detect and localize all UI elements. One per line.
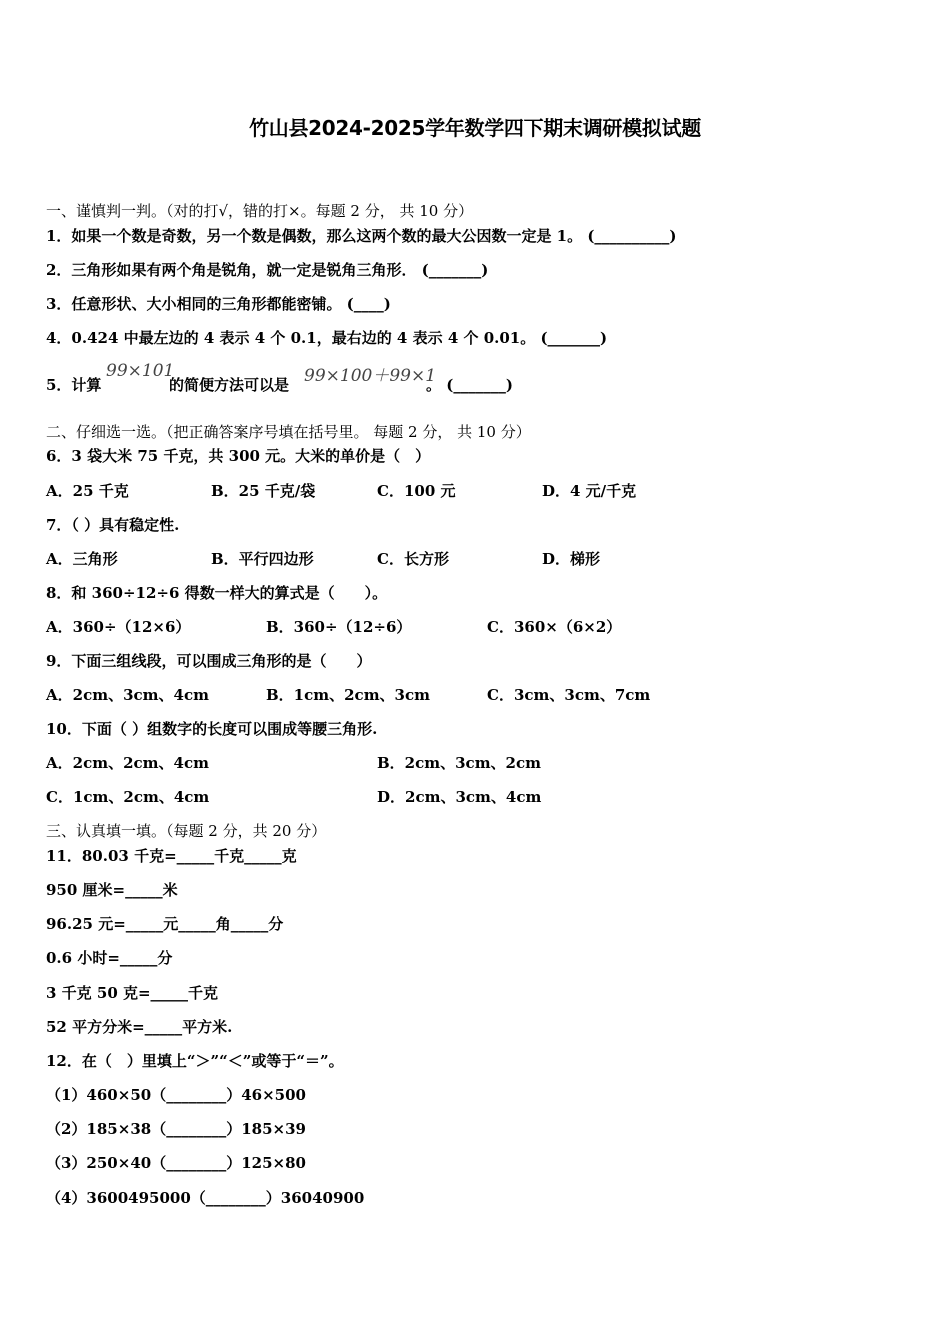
- q6-option-b: B．25 千克/袋: [211, 482, 316, 500]
- q7-option-a: A．三角形: [46, 550, 118, 568]
- question-6: 6．3 袋大米 75 千克，共 300 元。大米的单价是（ ）: [46, 447, 431, 465]
- q10-option-b: B．2cm、3cm、2cm: [377, 754, 542, 772]
- question-3: 3．任意形状、大小相同的三角形都能密铺。 (____): [46, 295, 391, 313]
- page-title: 竹山县2024-2025学年数学四下期末调研模拟试题: [249, 116, 701, 140]
- q7-option-c: C．长方形: [377, 550, 449, 568]
- q7-option-b: B．平行四边形: [211, 550, 314, 568]
- q6-option-a: A．25 千克: [46, 482, 129, 500]
- q10-option-c: C．1cm、2cm、4cm: [46, 788, 210, 806]
- q7-option-d: D．梯形: [542, 550, 601, 568]
- question-10: 10．下面（ ）组数字的长度可以围成等腰三角形.: [46, 720, 378, 738]
- q12-line: （4）3600495000（________）36040900: [46, 1189, 365, 1207]
- q8-option-b: B．360÷（12÷6）: [266, 618, 412, 636]
- q6-option-d: D．4 元/千克: [542, 482, 637, 500]
- q12-line: （2）185×38（________）185×39: [46, 1120, 306, 1138]
- q6-option-c: C．100 元: [377, 482, 456, 500]
- question-5-prefix: 5．计算: [46, 376, 102, 394]
- q11-line: 0.6 小时=_____分: [46, 949, 173, 967]
- q11-line: 96.25 元=_____元_____角_____分: [46, 915, 284, 933]
- q8-option-c: C．360×（6×2）: [487, 618, 622, 636]
- question-2: 2．三角形如果有两个角是锐角，就一定是锐角三角形． (_______): [46, 261, 489, 279]
- question-8: 8．和 360÷12÷6 得数一样大的算式是（ ）。: [46, 584, 388, 602]
- q12-line: （1）460×50（________）46×500: [46, 1086, 306, 1104]
- q9-option-b: B．1cm、2cm、3cm: [266, 686, 431, 704]
- question-5-expression: 99×101: [106, 361, 175, 381]
- q11-line: 11．80.03 千克=_____千克_____克: [46, 847, 297, 865]
- question-12: 12．在（ ）里填上“＞”“＜”或等于“＝”。: [46, 1052, 344, 1070]
- question-5-suffix: 。 (_______): [426, 376, 513, 394]
- q9-option-a: A．2cm、3cm、4cm: [46, 686, 209, 704]
- question-7: 7．（ ）具有稳定性.: [46, 516, 180, 534]
- q10-option-a: A．2cm、2cm、4cm: [46, 754, 209, 772]
- question-5-middle: 的简便方法可以是: [169, 376, 290, 394]
- question-5-method: 99×100＋99×1: [304, 366, 437, 386]
- question-1: 1．如果一个数是奇数，另一个数是偶数，那么这两个数的最大公因数一定是 1。 (__________): [46, 227, 677, 245]
- section-2-heading: 二、仔细选一选。（把正确答案序号填在括号里。 每题 2 分， 共 10 分）: [46, 423, 531, 441]
- q11-line: 950 厘米=_____米: [46, 881, 178, 899]
- q10-option-d: D．2cm、3cm、4cm: [377, 788, 542, 806]
- section-3-heading: 三、认真填一填。（每题 2 分，共 20 分）: [46, 822, 327, 840]
- q12-line: （3）250×40（________）125×80: [46, 1154, 306, 1172]
- question-4: 4．0.424 中最左边的 4 表示 4 个 0.1，最右边的 4 表示 4 个 0.01。 (_______): [46, 329, 608, 347]
- q9-option-c: C．3cm、3cm、7cm: [487, 686, 651, 704]
- q11-line: 3 千克 50 克=_____千克: [46, 984, 219, 1002]
- question-9: 9．下面三组线段，可以围成三角形的是（ ）: [46, 652, 372, 670]
- q8-option-a: A．360÷（12×6）: [46, 618, 191, 636]
- q11-line: 52 平方分米=_____平方米.: [46, 1018, 233, 1036]
- section-1-heading: 一、谨慎判一判。（对的打√，错的打×。每题 2 分， 共 10 分）: [46, 202, 474, 220]
